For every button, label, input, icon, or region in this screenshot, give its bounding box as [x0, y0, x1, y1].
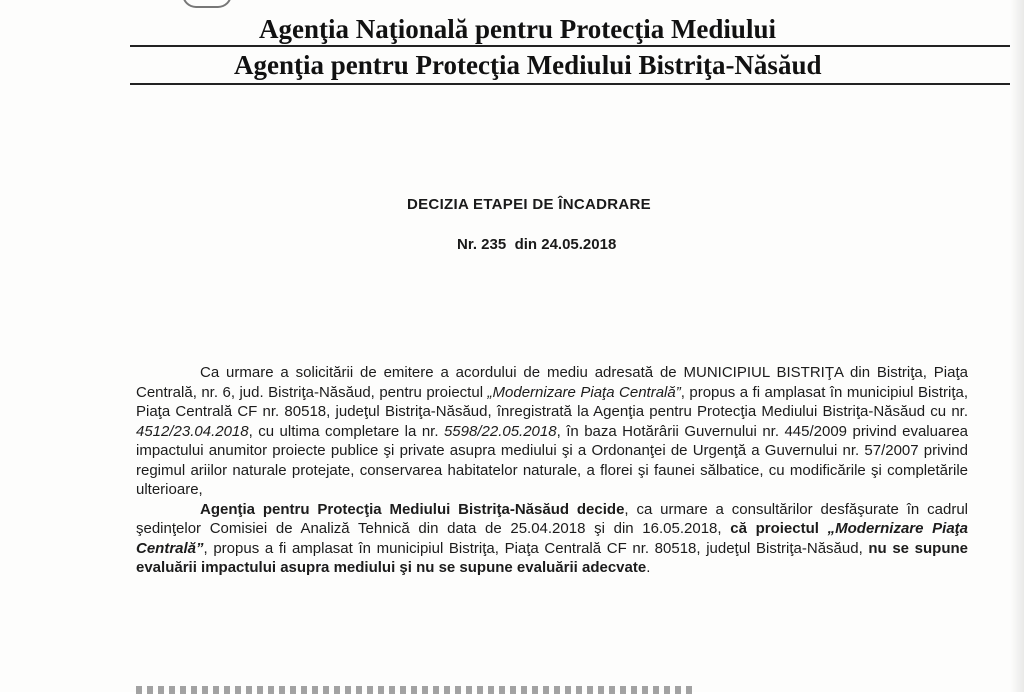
request-text-4: , în baza Hotărârii Guvernului nr. 445/2009 privind evaluarea impactului anumitor proiecte publice şi private asupra mediului şi a Ordonanţei de Urgenţă a Guvernului nr. 57/2007 privind regimul ariilor naturale protejate, conservarea habitatelor naturale, a florei şi faunei sălbatice, cu modificările şi completările ulterioare,	[136, 422, 968, 498]
request-text-2: , propus a fi amplasat în municipiul Bistriţa, Piaţa Centrală CF nr. 80518, judeţul Bistriţa-Năsăud, înregistrată la Agenţia pentru Protecţia Mediului Bistriţa-Năsăud cu nr.	[136, 383, 969, 420]
decision-text-3: .	[646, 559, 651, 576]
decision-verdict: nu se supune evaluării impactului asupra mediului şi nu se supune evaluării adecvate	[136, 539, 968, 576]
decision-project-name: „Modernizare Piaţa Centrală”	[136, 520, 969, 557]
national-agency-name: Agenţia Naţională pentru Protecţia Mediului	[259, 14, 776, 44]
registration-number: 4512/23.04.2018	[136, 422, 249, 440]
decision-number	[457, 236, 616, 253]
decision-title: DECIZIA ETAPEI DE ÎNCADRARE	[407, 196, 651, 213]
decision-body	[136, 363, 968, 578]
request-text: Ca urmare a solicitării de emitere a acordului de mediu adresată de MUNICIPIUL BISTRIŢA din Bistriţa, Piaţa Centrală, nr. 6, jud. Bistriţa-Năsăud, pentru proiectul	[136, 364, 968, 401]
paragraph-decision	[136, 500, 968, 578]
agency-decides: Agenţia pentru Protecţia Mediului Bistriţa-Năsăud decide	[200, 500, 625, 518]
local-agency-name: Agenţia pentru Protecţia Mediului Bistriţa-Năsăud	[234, 50, 822, 80]
decision-text-2: , propus a fi amplasat în municipiul Bistriţa, Piaţa Centrală CF nr. 80518, judeţul Bistriţa-Năsăud,	[203, 539, 869, 557]
last-completion-number: 5598/22.05.2018	[443, 422, 557, 440]
header-rule-top	[130, 45, 1010, 47]
project-name: „Modernizare Piaţa Centrală”	[487, 383, 681, 401]
that-project: că proiectul	[730, 520, 828, 537]
decision-text: , ca urmare a consultărilor desfăşurate în cadrul şedinţelor Comisiei de Analiză Tehnică din data de 25.04.2018 şi din 16.05.2018,	[136, 500, 968, 537]
header-rule-bottom	[130, 83, 1010, 85]
decision-number-label: Nr. 235	[457, 236, 507, 253]
agency-logo-icon	[182, 0, 232, 8]
cut-off-next-line	[136, 686, 696, 694]
decision-date: din 24.05.2018	[514, 236, 617, 253]
page-edge-shadow	[1010, 0, 1024, 692]
paragraph-request	[136, 363, 968, 500]
request-text-3: , cu ultima completare la nr.	[248, 422, 444, 440]
